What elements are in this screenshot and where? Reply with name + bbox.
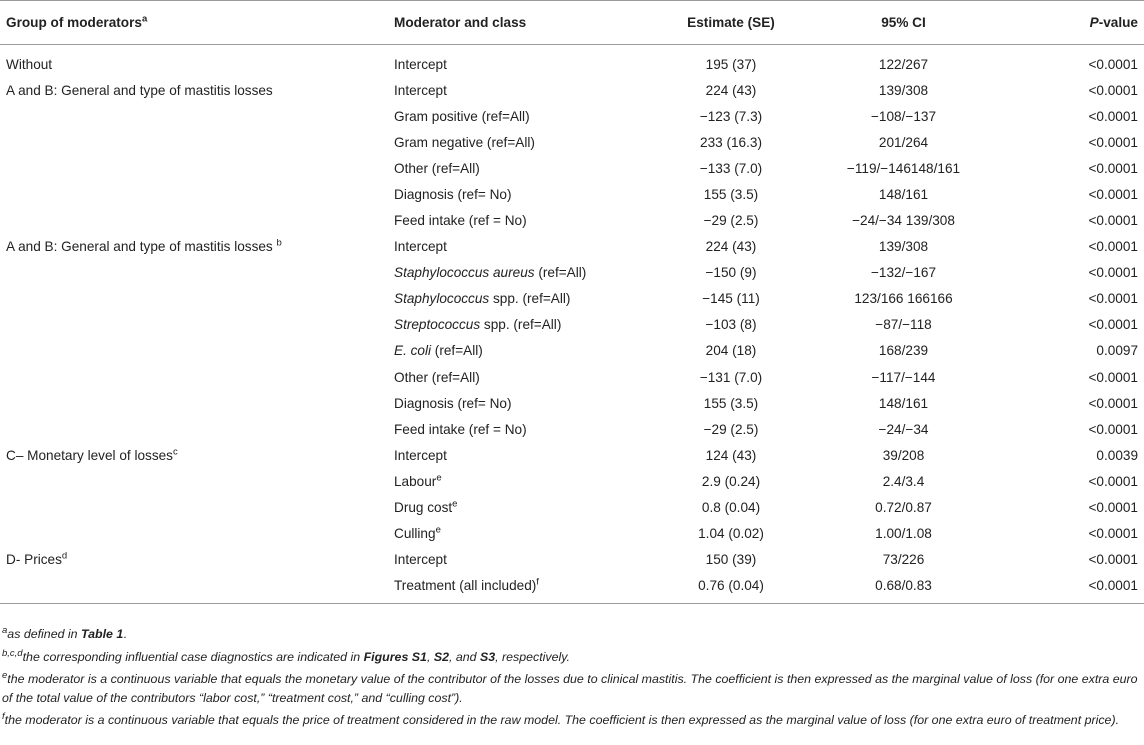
cell-moderator: Feed intake (ref = No) bbox=[394, 421, 527, 437]
cell-group bbox=[0, 155, 388, 181]
cell-ci: 39/208 bbox=[882, 447, 925, 463]
cell-pvalue: <0.0001 bbox=[1088, 186, 1138, 202]
cell-estimate: −131 (7.0) bbox=[699, 369, 763, 385]
cell-group: A and B: General and type of mastitis losses $^b$ bbox=[6, 237, 282, 255]
cell-ci: 201/264 bbox=[878, 134, 929, 150]
cell-moderator: Other (ref=All) bbox=[394, 369, 480, 385]
cell-moderator: E. coli (ref=All) bbox=[394, 343, 483, 359]
cell-group bbox=[0, 338, 388, 364]
cell-moderator: Intercept bbox=[394, 447, 447, 463]
cell-group bbox=[0, 390, 388, 416]
cell-moderator: Culling$^e$ bbox=[394, 524, 441, 542]
cell-group bbox=[0, 312, 388, 338]
cell-moderator: Staphylococcus aureus (ref=All) bbox=[394, 265, 587, 281]
cell-estimate: −133 (7.0) bbox=[699, 160, 763, 176]
cell-estimate: 224 (43) bbox=[705, 82, 757, 98]
cell-group bbox=[0, 416, 388, 442]
cell-pvalue: <0.0001 bbox=[1088, 82, 1138, 98]
cell-estimate: −145 (11) bbox=[702, 291, 760, 307]
table-row bbox=[0, 416, 1144, 442]
cell-pvalue: <0.0001 bbox=[1088, 369, 1138, 385]
cell-estimate: 0.8 (0.04) bbox=[701, 500, 761, 516]
cell-pvalue: <0.0001 bbox=[1088, 265, 1138, 281]
cell-pvalue: <0.0001 bbox=[1088, 56, 1138, 72]
cell-moderator: Intercept bbox=[394, 56, 447, 72]
cell-ci: 0.72/0.87 bbox=[875, 500, 932, 516]
cell-pvalue: <0.0001 bbox=[1088, 213, 1138, 229]
cell-group bbox=[0, 260, 388, 286]
cell-estimate: 124 (43) bbox=[705, 447, 757, 463]
cell-ci: 148/161 bbox=[878, 395, 929, 411]
cell-group: C– Monetary level of losses$^c$ bbox=[6, 446, 178, 463]
cell-estimate: −29 (2.5) bbox=[703, 213, 759, 229]
cell-estimate: 233 (16.3) bbox=[700, 134, 762, 150]
header-row bbox=[0, 1, 1144, 45]
cell-pvalue: <0.0001 bbox=[1088, 395, 1138, 411]
cell-group bbox=[0, 573, 388, 604]
cell-estimate: 2.9 (0.24) bbox=[701, 473, 761, 489]
cell-ci: −119/−146148/161 bbox=[846, 160, 961, 176]
cell-ci: 122/267 bbox=[878, 56, 929, 72]
table-row bbox=[0, 312, 1144, 338]
cell-group bbox=[0, 207, 388, 233]
cell-estimate: 0.76 (0.04) bbox=[646, 573, 816, 604]
cell-ci: 2.4/3.4 bbox=[882, 473, 925, 489]
table-row bbox=[0, 521, 1144, 547]
header-moderator: Moderator and class bbox=[388, 1, 646, 45]
table-row bbox=[0, 495, 1144, 521]
cell-moderator: Labour$^e$ bbox=[394, 472, 442, 489]
cell-group bbox=[0, 286, 388, 312]
cell-pvalue: <0.0001 bbox=[1088, 108, 1138, 124]
table-row bbox=[0, 442, 1144, 468]
cell-estimate: −123 (7.3) bbox=[699, 108, 763, 124]
cell-estimate: 155 (3.5) bbox=[703, 186, 759, 202]
cell-estimate: 195 (37) bbox=[705, 56, 757, 72]
cell-ci: 148/161 bbox=[878, 186, 929, 202]
cell-moderator: Gram positive (ref=All) bbox=[394, 108, 530, 124]
header-group: Group of moderators$^a$ bbox=[0, 1, 388, 45]
table-row bbox=[0, 155, 1144, 181]
cell-group bbox=[0, 468, 388, 494]
cell-pvalue: <0.0001 bbox=[1088, 160, 1138, 176]
cell-moderator: Diagnosis (ref= No) bbox=[394, 186, 512, 202]
header-ci: 95% CI bbox=[816, 1, 991, 45]
cell-group bbox=[0, 129, 388, 155]
table-body bbox=[0, 45, 1144, 604]
header-pvalue: P-value bbox=[991, 1, 1144, 45]
cell-ci: 168/239 bbox=[878, 343, 929, 359]
cell-estimate: 1.04 (0.02) bbox=[698, 526, 764, 542]
cell-group bbox=[0, 495, 388, 521]
cell-estimate: −103 (8) bbox=[705, 317, 757, 333]
cell-pvalue: <0.0001 bbox=[1088, 526, 1138, 542]
cell-estimate: 150 (39) bbox=[705, 552, 757, 568]
table-row bbox=[0, 77, 1144, 103]
cell-estimate: 224 (43) bbox=[705, 239, 757, 255]
cell-moderator: Treatment (all included)$^f$ bbox=[388, 573, 646, 604]
footnote-e: $^e$the moderator is a continuous variable that equals the monetary value of the contributor of the losses due to clinical mastitis. The coefficient is then expressed as the marginal value of loss (for one extra euro of the total value of the contributors “labor cost,” “treatment cost,” and “culling cost”). bbox=[2, 669, 1138, 705]
cell-moderator: Feed intake (ref = No) bbox=[394, 213, 527, 229]
cell-ci: −87/−118 bbox=[875, 317, 932, 333]
cell-moderator: Diagnosis (ref= No) bbox=[394, 395, 512, 411]
cell-moderator: Gram negative (ref=All) bbox=[394, 134, 535, 150]
cell-group bbox=[0, 521, 388, 547]
table-row bbox=[0, 364, 1144, 390]
table-row bbox=[0, 103, 1144, 129]
cell-group: Without bbox=[6, 56, 53, 72]
cell-group bbox=[0, 181, 388, 207]
cell-pvalue: <0.0001 bbox=[1088, 134, 1138, 150]
cell-estimate: −29 (2.5) bbox=[703, 421, 759, 437]
table-row bbox=[0, 234, 1144, 260]
cell-pvalue: <0.0001 bbox=[1088, 421, 1138, 437]
cell-pvalue: 0.0039 bbox=[1096, 447, 1138, 463]
cell-group: A and B: General and type of mastitis losses bbox=[6, 82, 273, 98]
header-estimate: Estimate (SE) bbox=[646, 1, 816, 45]
footnote-a: $^a$as defined in Table 1. bbox=[2, 624, 127, 641]
cell-moderator: Staphylococcus spp. (ref=All) bbox=[394, 291, 571, 307]
cell-ci: −24/−34 bbox=[878, 421, 929, 437]
cell-moderator: Intercept bbox=[394, 552, 447, 568]
cell-pvalue: <0.0001 bbox=[1088, 239, 1138, 255]
cell-ci: 0.68/0.83 bbox=[816, 573, 991, 604]
cell-estimate: −150 (9) bbox=[705, 265, 757, 281]
cell-moderator: Streptococcus spp. (ref=All) bbox=[394, 317, 562, 333]
footnote-bcd: $^{b,c,d}$the corresponding influential case diagnostics are indicated in Figures S1, S2, and S3, respectively. bbox=[2, 647, 570, 664]
table-footnotes bbox=[0, 625, 1140, 730]
cell-pvalue: <0.0001 bbox=[1088, 500, 1138, 516]
cell-ci: 139/308 bbox=[878, 82, 929, 98]
cell-group: D- Prices$^d$ bbox=[6, 550, 68, 568]
table-row bbox=[0, 286, 1144, 312]
table-row bbox=[0, 45, 1144, 78]
cell-ci: 139/308 bbox=[878, 239, 929, 255]
table-row bbox=[0, 338, 1144, 364]
cell-pvalue: <0.0001 bbox=[1088, 552, 1138, 568]
table-row bbox=[0, 468, 1144, 494]
table-row bbox=[0, 390, 1144, 416]
cell-ci: −132/−167 bbox=[870, 265, 936, 281]
table-row bbox=[0, 181, 1144, 207]
cell-estimate: 155 (3.5) bbox=[703, 395, 759, 411]
cell-estimate: 204 (18) bbox=[705, 343, 757, 359]
cell-pvalue: 0.0097 bbox=[1096, 343, 1138, 359]
cell-ci: 123/166 166166 bbox=[854, 291, 953, 307]
cell-group bbox=[0, 103, 388, 129]
cell-ci: 73/226 bbox=[882, 552, 925, 568]
table-row bbox=[0, 547, 1144, 573]
cell-pvalue: <0.0001 bbox=[1088, 291, 1138, 307]
table-row bbox=[0, 207, 1144, 233]
table-row bbox=[0, 129, 1144, 155]
cell-ci: 1.00/1.08 bbox=[875, 526, 932, 542]
cell-ci: −24/−34 139/308 bbox=[852, 213, 955, 229]
cell-moderator: Other (ref=All) bbox=[394, 160, 480, 176]
cell-ci: −117/−144 bbox=[871, 369, 936, 385]
cell-moderator: Intercept bbox=[394, 82, 447, 98]
table-row bbox=[0, 260, 1144, 286]
cell-moderator: Drug cost$^e$ bbox=[394, 498, 458, 516]
cell-moderator: Intercept bbox=[394, 239, 447, 255]
footnote-f: $^f$the moderator is a continuous variable that equals the price of treatment considered in the raw model. The coefficient is then expressed as the marginal value of loss (for one extra euro of treatment price). bbox=[2, 710, 1120, 727]
cell-pvalue: <0.0001 bbox=[991, 573, 1144, 604]
cell-group bbox=[0, 364, 388, 390]
cell-pvalue: <0.0001 bbox=[1088, 317, 1138, 333]
cell-ci: −108/−137 bbox=[870, 108, 936, 124]
cell-pvalue: <0.0001 bbox=[1088, 473, 1138, 489]
table-row bbox=[0, 573, 1144, 604]
